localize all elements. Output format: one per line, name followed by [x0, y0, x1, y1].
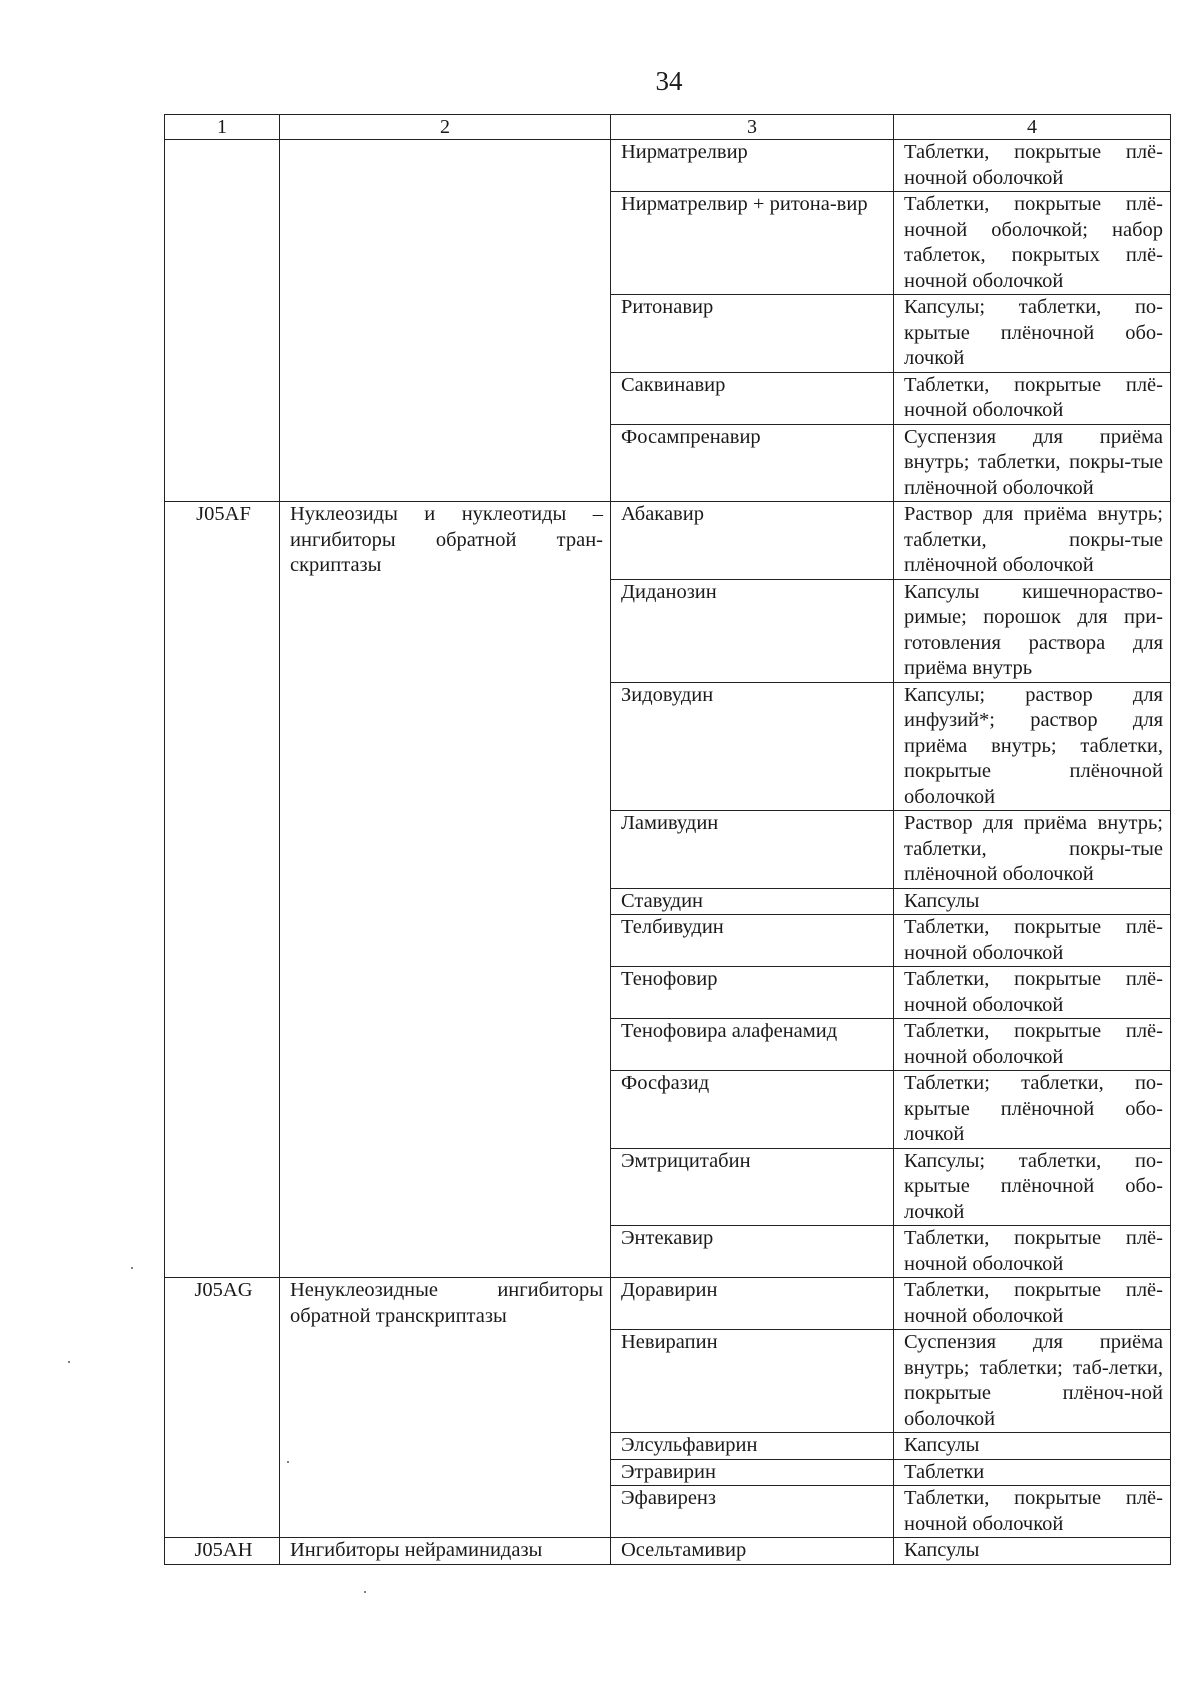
drug-name-cell: Тенофовир — [611, 967, 894, 1019]
dosage-form-cell: Таблетки, покрытые плё-ночной оболочкой — [894, 1278, 1171, 1330]
header-row — [165, 115, 1171, 140]
atc-code-cell — [165, 140, 280, 502]
scan-speck — [364, 1591, 366, 1593]
dosage-form-cell: Таблетки, покрытые плё-ночной оболочкой — [894, 1486, 1171, 1538]
dosage-form-cell: Таблетки, покрытые плё-ночной оболочкой; набор таблеток, покрытых плё-ночной оболочкой — [894, 192, 1171, 295]
column-header-3: 3 — [611, 115, 894, 140]
dosage-form-cell: Таблетки, покрытые плё-ночной оболочкой — [894, 1019, 1171, 1071]
drug-name-cell: Абакавир — [611, 502, 894, 580]
table-row — [165, 502, 1171, 580]
dosage-form-cell: Таблетки, покрытые плё-ночной оболочкой — [894, 915, 1171, 967]
drug-name-cell: Нирматрелвир — [611, 140, 894, 192]
dosage-form-cell: Раствор для приёма внутрь; таблетки, покры-тые плёночной оболочкой — [894, 502, 1171, 580]
pharmacological-group-cell: Ненуклеозидные ингибиторы обратной транскриптазы — [280, 1278, 611, 1538]
dosage-form-cell: Капсулы; раствор для инфузий*; раствор для приёма внутрь; таблетки, покрытые плёночной оболочкой — [894, 682, 1171, 811]
page-number: 34 — [655, 66, 683, 96]
dosage-form-cell: Таблетки — [894, 1459, 1171, 1486]
drug-name-cell: Доравирин — [611, 1278, 894, 1330]
atc-code-cell: J05AH — [165, 1538, 280, 1565]
dosage-form-cell: Суспензия для приёма внутрь; таблетки; таб-летки, покрытые плёноч-ной оболочкой — [894, 1330, 1171, 1433]
drug-name-cell: Диданозин — [611, 579, 894, 682]
drug-name-cell: Телбивудин — [611, 915, 894, 967]
drug-name-cell: Эмтрицитабин — [611, 1148, 894, 1226]
table-row — [165, 140, 1171, 192]
dosage-form-cell: Таблетки, покрытые плё-ночной оболочкой — [894, 372, 1171, 424]
dosage-form-cell: Капсулы — [894, 1538, 1171, 1565]
column-header-1: 1 — [165, 115, 280, 140]
dosage-form-cell: Таблетки; таблетки, по-крытые плёночной обо-лочкой — [894, 1071, 1171, 1149]
drug-name-cell: Фосампренавир — [611, 424, 894, 502]
table-row — [165, 1278, 1171, 1330]
pharmacological-group-cell: Нуклеозиды и нуклеотиды – ингибиторы обратной тран-скриптазы — [280, 502, 611, 1278]
drug-name-cell: Фосфазид — [611, 1071, 894, 1149]
drug-name-cell: Ставудин — [611, 888, 894, 915]
scan-speck — [68, 1361, 70, 1363]
drug-name-cell: Ритонавир — [611, 295, 894, 373]
drug-name-cell: Элсульфавирин — [611, 1433, 894, 1460]
dosage-form-cell: Капсулы; таблетки, по-крытые плёночной обо-лочкой — [894, 295, 1171, 373]
pharmacological-group-cell: Ингибиторы нейраминидазы — [280, 1538, 611, 1565]
table-body — [165, 140, 1171, 1565]
drug-table — [164, 114, 1171, 1565]
atc-code-cell: J05AF — [165, 502, 280, 1278]
scan-speck — [287, 1461, 289, 1463]
dosage-form-cell: Капсулы кишечнораство-римые; порошок для при-готовления раствора для приёма внутрь — [894, 579, 1171, 682]
dosage-form-cell: Капсулы — [894, 888, 1171, 915]
dosage-form-cell: Капсулы; таблетки, по-крытые плёночной обо-лочкой — [894, 1148, 1171, 1226]
dosage-form-cell: Таблетки, покрытые плё-ночной оболочкой — [894, 1226, 1171, 1278]
table-row — [165, 1538, 1171, 1565]
drug-name-cell: Зидовудин — [611, 682, 894, 811]
dosage-form-cell: Капсулы — [894, 1433, 1171, 1460]
drug-name-cell: Ламивудин — [611, 811, 894, 889]
drug-name-cell: Тенофовира алафенамид — [611, 1019, 894, 1071]
column-header-2: 2 — [280, 115, 611, 140]
dosage-form-cell: Таблетки, покрытые плё-ночной оболочкой — [894, 140, 1171, 192]
drug-name-cell: Саквинавир — [611, 372, 894, 424]
scan-speck — [131, 1267, 133, 1269]
drug-name-cell: Осельтамивир — [611, 1538, 894, 1565]
dosage-form-cell: Таблетки, покрытые плё-ночной оболочкой — [894, 967, 1171, 1019]
atc-code-cell: J05AG — [165, 1278, 280, 1538]
dosage-form-cell: Раствор для приёма внутрь; таблетки, покры-тые плёночной оболочкой — [894, 811, 1171, 889]
drug-name-cell: Этравирин — [611, 1459, 894, 1486]
pharmacological-group-cell — [280, 140, 611, 502]
drug-name-cell: Эфавиренз — [611, 1486, 894, 1538]
column-header-4: 4 — [894, 115, 1171, 140]
drug-name-cell: Невирапин — [611, 1330, 894, 1433]
table-header — [165, 115, 1171, 140]
drug-name-cell: Энтекавир — [611, 1226, 894, 1278]
drug-name-cell: Нирматрелвир + ритона-вир — [611, 192, 894, 295]
dosage-form-cell: Суспензия для приёма внутрь; таблетки, покры-тые плёночной оболочкой — [894, 424, 1171, 502]
